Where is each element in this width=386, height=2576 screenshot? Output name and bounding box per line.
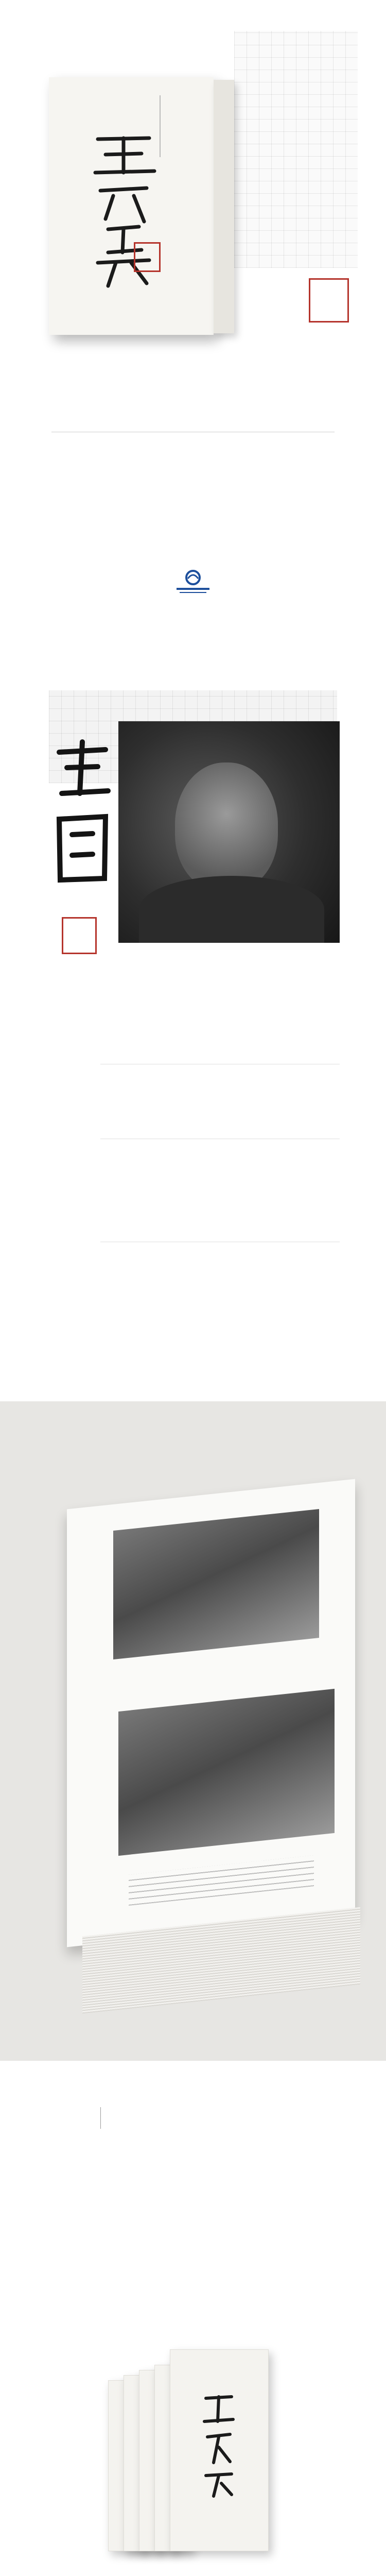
page-photo-bottom (118, 1689, 335, 1856)
portrait-shoulders (139, 876, 324, 943)
closing-accent-line (100, 2107, 101, 2129)
portrait-face (175, 762, 278, 891)
cover-seal-icon (134, 242, 161, 272)
book-spine (214, 80, 234, 333)
cover-author-mark (160, 95, 166, 157)
section-seal-icon (62, 917, 97, 954)
red-seal-icon (309, 278, 349, 323)
section-calligraphy-image (49, 732, 116, 896)
box-front-calligraphy-image (198, 2385, 239, 2499)
grid-background (234, 31, 358, 268)
publisher-logo-icon (172, 569, 214, 595)
page-photo-top (113, 1509, 319, 1659)
